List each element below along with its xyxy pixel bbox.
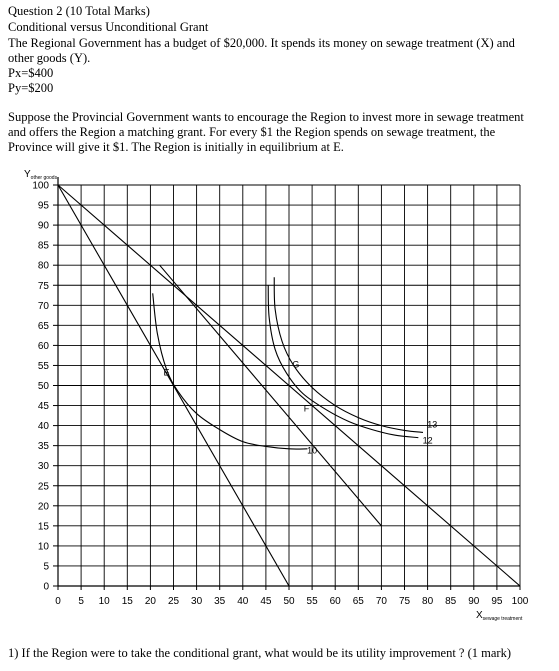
x-tick-label: 50 [283, 596, 295, 607]
x-tick-label: 45 [260, 596, 272, 607]
curve-label-10: 10 [307, 445, 318, 456]
x-tick-label: 25 [167, 596, 180, 607]
y-tick-label: 40 [37, 421, 49, 433]
indifference-curve-chart [0, 165, 559, 625]
y-tick-label: 90 [37, 220, 49, 232]
y-axis-label: $Y_{other goods}$ [24, 169, 58, 181]
x-tick-label: 100 [511, 596, 529, 607]
y-tick-label: 75 [37, 280, 49, 292]
y-tick-label: 85 [37, 240, 49, 252]
x-tick-label: 35 [214, 596, 226, 607]
y-tick-label: 100 [32, 180, 49, 192]
indifference-curve-13 [274, 277, 423, 432]
x-tick-label: 30 [191, 596, 203, 607]
scenario-line-2: and offers the Region a matching grant. For every $1 the Region spends on sewage treatment, the [8, 125, 496, 139]
x-axis-label: $X_{sewage treatment}$ [476, 610, 523, 622]
x-tick-label: 20 [144, 596, 156, 607]
question-heading: Question 2 (10 Total Marks) [8, 4, 150, 18]
x-tick-label: 60 [329, 596, 341, 607]
y-tick-label: 15 [37, 521, 49, 533]
x-tick-label: 75 [398, 596, 411, 607]
y-tick-label: 45 [37, 401, 49, 413]
question-subtitle: Conditional versus Unconditional Grant [8, 20, 209, 34]
y-tick-label: 20 [37, 501, 49, 513]
scenario-line-1: Suppose the Provincial Government wants to encourage the Region to invest more in sewage treatment [8, 110, 524, 124]
y-tick-label: 25 [37, 481, 49, 493]
y-tick-label: 60 [37, 340, 49, 352]
y-tick-label: 95 [37, 200, 49, 212]
point-label-F: F [303, 403, 310, 414]
x-tick-label: 55 [306, 596, 318, 607]
budget-line [160, 265, 382, 526]
y-tick-label: 35 [37, 441, 49, 453]
y-tick-label: 0 [43, 581, 49, 593]
intro-line-2: other goods (Y). [8, 51, 91, 65]
x-tick-label: 70 [375, 596, 387, 607]
x-tick-label: 80 [422, 596, 434, 607]
x-tick-label: 5 [78, 596, 84, 607]
x-tick-label: 10 [98, 596, 110, 607]
curve-label-13: 13 [427, 419, 438, 430]
point-label-G: G [292, 359, 300, 370]
y-tick-label: 55 [37, 360, 49, 372]
y-tick-label: 50 [37, 381, 49, 392]
sub-question-1: 1) If the Region were to take the conditional grant, what would be its utility improvement ? (1 mark) [8, 646, 511, 660]
y-tick-label: 70 [37, 300, 49, 312]
y-tick-label: 30 [37, 461, 49, 473]
price-x: Px=$400 [8, 66, 54, 80]
x-tick-label: 95 [491, 596, 503, 607]
x-tick-label: 90 [468, 596, 480, 607]
x-tick-label: 65 [352, 596, 364, 607]
y-tick-label: 65 [37, 320, 49, 332]
intro-line-1: The Regional Government has a budget of $20,000. It spends its money on sewage treatment (X) and [8, 36, 515, 50]
y-tick-label: 80 [37, 260, 49, 272]
x-tick-label: 15 [121, 596, 133, 607]
y-tick-label: 5 [43, 561, 49, 573]
price-y: Py=$200 [8, 81, 54, 95]
x-tick-label: 85 [445, 596, 457, 607]
axes [24, 169, 529, 622]
curve-label-12: 12 [422, 435, 433, 446]
scenario-line-3: Province will give it $1. The Region is initially in equilibrium at E. [8, 140, 344, 154]
x-tick-label: 0 [55, 596, 61, 607]
point-label-E: E [163, 367, 170, 378]
y-tick-label: 10 [37, 541, 49, 553]
x-tick-label: 40 [237, 596, 249, 607]
